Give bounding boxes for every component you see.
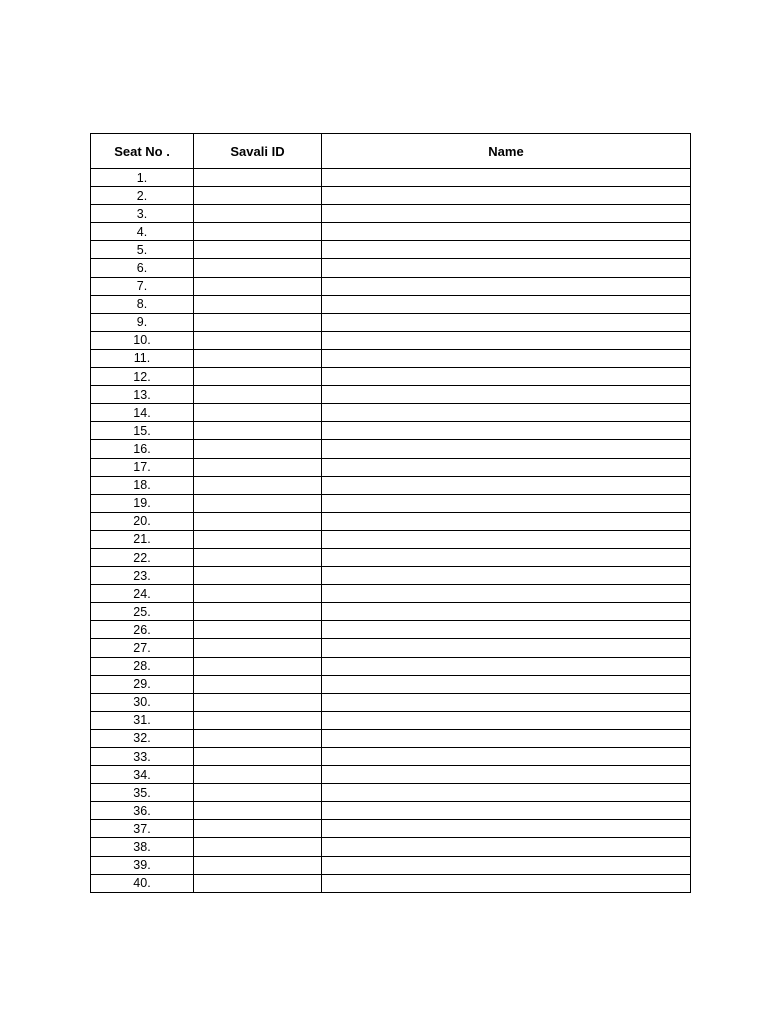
savali-id-cell[interactable]	[194, 675, 322, 693]
savali-id-cell[interactable]	[194, 820, 322, 838]
seat-number-cell: 31.	[91, 711, 194, 729]
table-row	[91, 530, 691, 548]
seat-number-cell: 36.	[91, 802, 194, 820]
table-row	[91, 585, 691, 603]
savali-id-cell[interactable]	[194, 530, 322, 548]
table-row	[91, 349, 691, 367]
name-cell[interactable]	[322, 711, 691, 729]
table-row	[91, 223, 691, 241]
table-row	[91, 241, 691, 259]
savali-id-cell[interactable]	[194, 711, 322, 729]
seat-number-cell: 17.	[91, 458, 194, 476]
name-cell[interactable]	[322, 838, 691, 856]
name-cell[interactable]	[322, 494, 691, 512]
name-cell[interactable]	[322, 187, 691, 205]
name-cell[interactable]	[322, 802, 691, 820]
savali-id-cell[interactable]	[194, 766, 322, 784]
savali-id-cell[interactable]	[194, 440, 322, 458]
table-row	[91, 711, 691, 729]
seat-rows	[91, 169, 691, 893]
seat-number-cell: 37.	[91, 820, 194, 838]
table-row	[91, 205, 691, 223]
seat-number-cell: 13.	[91, 386, 194, 404]
table-row	[91, 277, 691, 295]
seat-number-cell: 7.	[91, 277, 194, 295]
savali-id-cell[interactable]	[194, 856, 322, 874]
table-row	[91, 838, 691, 856]
name-cell[interactable]	[322, 313, 691, 331]
name-cell[interactable]	[322, 277, 691, 295]
name-cell[interactable]	[322, 675, 691, 693]
table-row	[91, 567, 691, 585]
table-row	[91, 874, 691, 892]
table-row	[91, 766, 691, 784]
name-cell[interactable]	[322, 874, 691, 892]
savali-id-cell[interactable]	[194, 567, 322, 585]
table-row	[91, 784, 691, 802]
seat-number-cell: 3.	[91, 205, 194, 223]
savali-id-cell[interactable]	[194, 331, 322, 349]
name-cell[interactable]	[322, 693, 691, 711]
table-row	[91, 675, 691, 693]
table-row	[91, 657, 691, 675]
header-row	[91, 134, 691, 169]
seat-number-cell: 12.	[91, 368, 194, 386]
savali-id-cell[interactable]	[194, 639, 322, 657]
table-row	[91, 458, 691, 476]
savali-id-cell[interactable]	[194, 585, 322, 603]
savali-id-cell[interactable]	[194, 368, 322, 386]
table-row	[91, 748, 691, 766]
seat-number-cell: 15.	[91, 422, 194, 440]
seat-number-cell: 18.	[91, 476, 194, 494]
table-row	[91, 169, 691, 187]
savali-id-cell[interactable]	[194, 548, 322, 566]
table-row	[91, 440, 691, 458]
name-cell[interactable]	[322, 603, 691, 621]
savali-id-cell[interactable]	[194, 259, 322, 277]
header-savali-id: Savali ID	[194, 134, 322, 169]
seat-number-cell: 28.	[91, 657, 194, 675]
savali-id-cell[interactable]	[194, 729, 322, 747]
seat-table	[90, 133, 691, 893]
header-name: Name	[322, 134, 691, 169]
table-row	[91, 820, 691, 838]
savali-id-cell[interactable]	[194, 494, 322, 512]
table-row	[91, 729, 691, 747]
table-row	[91, 548, 691, 566]
name-cell[interactable]	[322, 512, 691, 530]
name-cell[interactable]	[322, 386, 691, 404]
seat-number-cell: 6.	[91, 259, 194, 277]
name-cell[interactable]	[322, 295, 691, 313]
savali-id-cell[interactable]	[194, 838, 322, 856]
seat-number-cell: 32.	[91, 729, 194, 747]
seat-number-cell: 4.	[91, 223, 194, 241]
table-row	[91, 693, 691, 711]
seat-number-cell: 38.	[91, 838, 194, 856]
name-cell[interactable]	[322, 259, 691, 277]
table-row	[91, 476, 691, 494]
savali-id-cell[interactable]	[194, 205, 322, 223]
seat-number-cell: 14.	[91, 404, 194, 422]
name-cell[interactable]	[322, 331, 691, 349]
seat-number-cell: 5.	[91, 241, 194, 259]
name-cell[interactable]	[322, 548, 691, 566]
savali-id-cell[interactable]	[194, 621, 322, 639]
table-row	[91, 386, 691, 404]
savali-id-cell[interactable]	[194, 458, 322, 476]
savali-id-cell[interactable]	[194, 295, 322, 313]
seat-number-cell: 40.	[91, 874, 194, 892]
seat-number-cell: 27.	[91, 639, 194, 657]
seat-number-cell: 34.	[91, 766, 194, 784]
table-row	[91, 313, 691, 331]
name-cell[interactable]	[322, 748, 691, 766]
savali-id-cell[interactable]	[194, 241, 322, 259]
seat-number-cell: 26.	[91, 621, 194, 639]
savali-id-cell[interactable]	[194, 422, 322, 440]
seat-number-cell: 20.	[91, 512, 194, 530]
table-row	[91, 494, 691, 512]
name-cell[interactable]	[322, 368, 691, 386]
seat-number-cell: 9.	[91, 313, 194, 331]
seat-number-cell: 29.	[91, 675, 194, 693]
savali-id-cell[interactable]	[194, 349, 322, 367]
savali-id-cell[interactable]	[194, 386, 322, 404]
savali-id-cell[interactable]	[194, 187, 322, 205]
savali-id-cell[interactable]	[194, 277, 322, 295]
name-cell[interactable]	[322, 766, 691, 784]
table-row	[91, 639, 691, 657]
savali-id-cell[interactable]	[194, 512, 322, 530]
name-cell[interactable]	[322, 440, 691, 458]
savali-id-cell[interactable]	[194, 404, 322, 422]
seat-number-cell: 11.	[91, 349, 194, 367]
name-cell[interactable]	[322, 639, 691, 657]
savali-id-cell[interactable]	[194, 169, 322, 187]
savali-id-cell[interactable]	[194, 603, 322, 621]
seating-sheet	[90, 133, 690, 893]
seat-number-cell: 19.	[91, 494, 194, 512]
name-cell[interactable]	[322, 422, 691, 440]
savali-id-cell[interactable]	[194, 693, 322, 711]
seat-number-cell: 39.	[91, 856, 194, 874]
name-cell[interactable]	[322, 657, 691, 675]
name-cell[interactable]	[322, 621, 691, 639]
name-cell[interactable]	[322, 476, 691, 494]
seat-number-cell: 35.	[91, 784, 194, 802]
seat-number-cell: 10.	[91, 331, 194, 349]
name-cell[interactable]	[322, 820, 691, 838]
seat-number-cell: 23.	[91, 567, 194, 585]
header-seat-no: Seat No .	[91, 134, 194, 169]
seat-number-cell: 21.	[91, 530, 194, 548]
name-cell[interactable]	[322, 567, 691, 585]
table-row	[91, 259, 691, 277]
savali-id-cell[interactable]	[194, 657, 322, 675]
seat-number-cell: 8.	[91, 295, 194, 313]
seat-number-cell: 25.	[91, 603, 194, 621]
table-row	[91, 404, 691, 422]
seat-number-cell: 33.	[91, 748, 194, 766]
seat-number-cell: 24.	[91, 585, 194, 603]
savali-id-cell[interactable]	[194, 748, 322, 766]
name-cell[interactable]	[322, 530, 691, 548]
table-row	[91, 621, 691, 639]
name-cell[interactable]	[322, 784, 691, 802]
savali-id-cell[interactable]	[194, 223, 322, 241]
table-row	[91, 856, 691, 874]
name-cell[interactable]	[322, 729, 691, 747]
name-cell[interactable]	[322, 404, 691, 422]
table-row	[91, 603, 691, 621]
name-cell[interactable]	[322, 458, 691, 476]
table-row	[91, 422, 691, 440]
table-row	[91, 295, 691, 313]
seat-number-cell: 30.	[91, 693, 194, 711]
savali-id-cell[interactable]	[194, 784, 322, 802]
name-cell[interactable]	[322, 349, 691, 367]
table-row	[91, 368, 691, 386]
savali-id-cell[interactable]	[194, 802, 322, 820]
name-cell[interactable]	[322, 856, 691, 874]
seat-number-cell: 1.	[91, 169, 194, 187]
name-cell[interactable]	[322, 241, 691, 259]
table-row	[91, 802, 691, 820]
seat-number-cell: 22.	[91, 548, 194, 566]
seat-number-cell: 2.	[91, 187, 194, 205]
savali-id-cell[interactable]	[194, 313, 322, 331]
name-cell[interactable]	[322, 205, 691, 223]
name-cell[interactable]	[322, 223, 691, 241]
savali-id-cell[interactable]	[194, 476, 322, 494]
name-cell[interactable]	[322, 169, 691, 187]
savali-id-cell[interactable]	[194, 874, 322, 892]
name-cell[interactable]	[322, 585, 691, 603]
table-row	[91, 331, 691, 349]
table-row	[91, 512, 691, 530]
table-row	[91, 187, 691, 205]
seat-number-cell: 16.	[91, 440, 194, 458]
